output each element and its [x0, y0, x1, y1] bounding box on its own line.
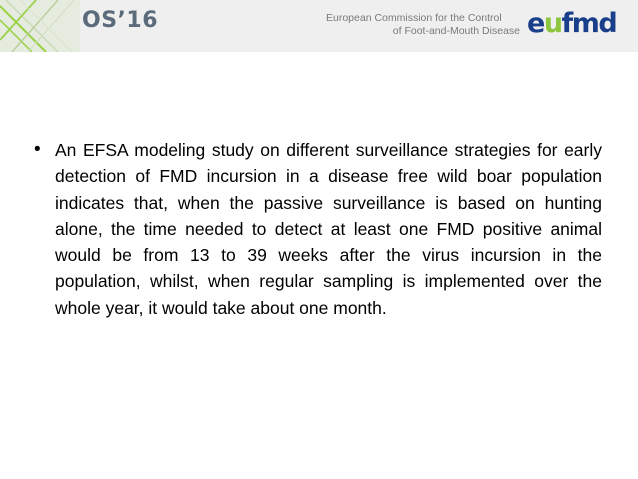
- logo-letter-e: e: [527, 8, 544, 39]
- organization-name: [326, 12, 526, 38]
- bullet-text: An EFSA modeling study on different surveillance strategies for early detection of FMD incursion in a disease free wild boar population indicates that, when the passive surveillance is based on hunting alone, the time needed to detect at least one FMD positive animal would be from 13 to 39 weeks after the virus incursion in the population, whilst, when regular sampling is implemented over the whole year, it would take about one month.: [55, 140, 602, 318]
- header-band: [0, 0, 638, 52]
- bullet-list: [34, 137, 602, 321]
- eufmd-logo: [527, 8, 616, 40]
- decorative-lines-graphic: [0, 0, 80, 52]
- organization-name-line2: of Foot-and-Mouth Disease: [392, 25, 520, 37]
- bullet-marker: •: [34, 139, 41, 160]
- organization-name-line1: European Commission for the Control: [326, 12, 502, 24]
- logo-letter-u: u: [543, 8, 562, 39]
- logo-letters-fmd: fmd: [561, 8, 617, 39]
- event-title: OS’16: [82, 8, 159, 33]
